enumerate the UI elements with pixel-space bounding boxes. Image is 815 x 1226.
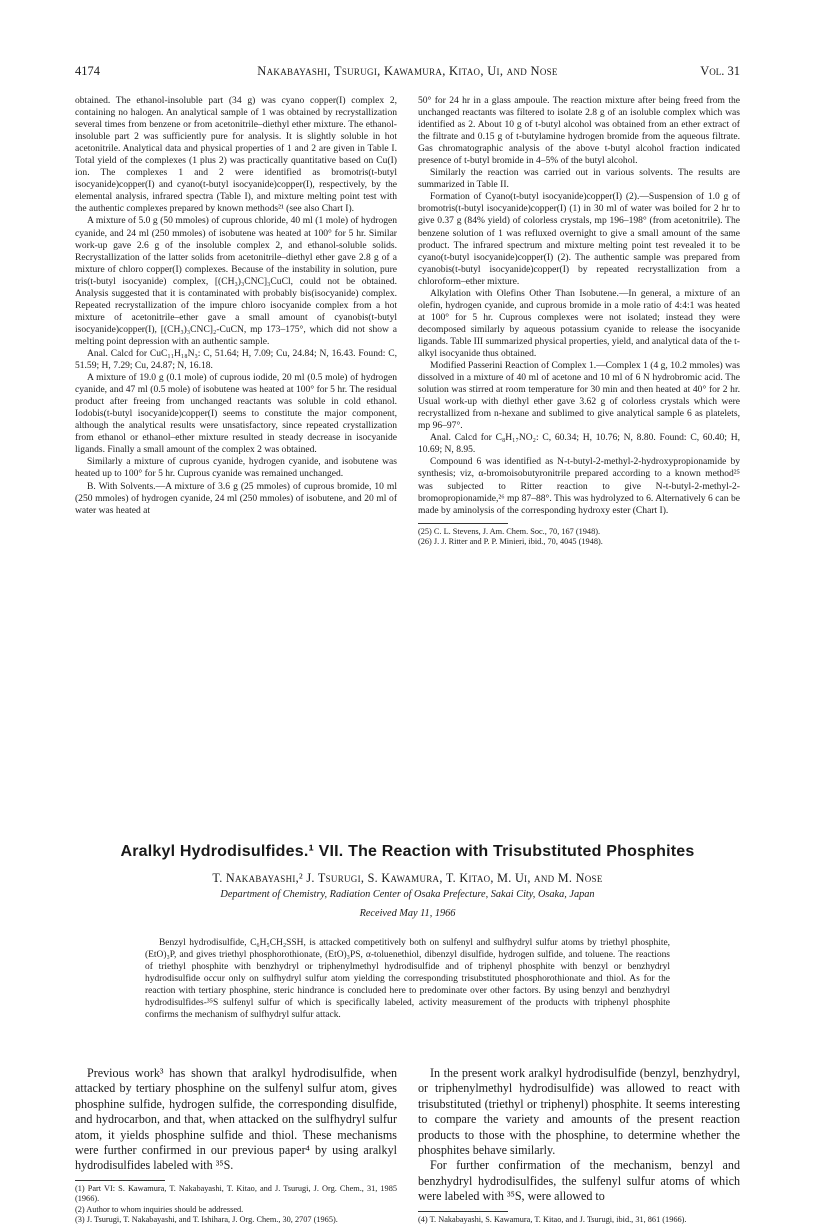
footnote: (3) J. Tsurugi, T. Nakabayashi, and T. Ishihara, J. Org. Chem., 30, 2707 (1965). — [75, 1215, 338, 1225]
paragraph: obtained. The ethanol-insoluble part (34 g) was cyano copper(I) complex 2, containing no halogen. An analytical sample of 1 was obtained by recrystallization several times from benzene or from acetonitrile–diethyl ether mixture. The ethanol-insoluble part 2 was sufficiently pure for analysis. It is slightly soluble in hot acetonitrile. Analytical data and physical properties of 1 and 2 are given in Table I. Total yield of the complexes (1 plus 2) was practically quantitative based on Cu(I) ion. The complexes 1 and 2 were identified as bromotris(t-butyl isocyanide)copper(I) and cyano(t-butyl isocyanide)copper(I), respectively, by the elemental analysis, infrared spectra (Table I), and mixture melting point test with the authentic complexes prepared by known methods²¹ (see also Chart I). — [75, 95, 397, 215]
experimental-column-left — [75, 95, 397, 517]
paragraph: In the present work aralkyl hydrodisulfide (benzyl, benzhydryl, or triphenylmethyl hydrodisulfide) was allowed to react with trisubstituted (triethyl or triphenyl) phosphite. It seems interesting to compare the variety and amounts of the present reaction products to those with the phosphine, to determine whether the phosphites behave similarly. — [418, 1066, 740, 1158]
introduction-column-left — [75, 1066, 397, 1226]
paragraph: A mixture of 19.0 g (0.1 mole) of cuprous iodide, 20 ml (0.5 mole) of hydrogen cyanide, and 47 ml (0.5 mole) of isobutene was heated at 100° for 5 hr. The residual product after freeing from unchanged reactants was soluble in cold ethanol. Iodobis(t-butyl isocyanide)copper(I) seems to constitute the major component, although the analytical results were unsatisfactory, since repeated crystallization from ethanol or ethanol–ether mixture resulted in steady decrease in isocyanide ligands. Finally a small amount of the complex 2 was obtained. — [75, 372, 397, 456]
paragraph: Similarly the reaction was carried out in various solvents. The results are summarized in Table II. — [418, 167, 740, 191]
experimental-column-right — [418, 95, 740, 548]
footnote: (26) J. J. Ritter and P. P. Minieri, ibid., 70, 4045 (1948). — [418, 537, 603, 547]
paragraph: For further confirmation of the mechanism, benzyl and benzhydryl hydrodisulfides, the sulfenyl sulfur atoms of which were labeled with ³⁵S, were allowed to — [418, 1158, 740, 1204]
paragraph: Similarly a mixture of cuprous cyanide, hydrogen cyanide, and isobutene was heated up to 100° for 5 hr. Cuprous cyanide was remained unchanged. — [75, 456, 397, 480]
paragraph: B. With Solvents.—A mixture of 3.6 g (25 mmoles) of cuprous bromide, 10 ml (250 mmoles) of hydrogen cyanide, 24 ml (250 mmoles) of isobutene, and 20 ml of water was heated at — [75, 480, 397, 516]
volume-number: Vol. 31 — [700, 64, 740, 78]
article-title: Aralkyl Hydrodisulfides.¹ VII. The Reaction with Trisubstituted Phosphites — [120, 843, 695, 860]
footnote-divider — [75, 1180, 165, 1181]
paragraph: A mixture of 5.0 g (50 mmoles) of cuprous chloride, 40 ml (1 mole) of hydrogen cyanide, and 24 ml (250 mmoles) of isobutene was heated at 100° for 5 hr. Similar work-up gave 2.6 g of the insoluble complex 2, and ethanol-soluble solids. Recrystallization of the latter solids from acetonitrile–diethyl ether gave 2.8 g of a mixture of chloro copper(I) complexes. Because of the instability in solution, pure tris(t-butyl isocyanide) complex, [(CH₃)₃CNC]₃CuCl, could not be obtained. Analysis suggested that it is contaminated with probably bis(isocyanide) complex. Repeated recrystallization of the impure chloro isocyanide complex from a hot mixture of acetonitrile–ether gave a small amount of cyanobis(t-butyl isocyanide)copper(I), [(CH₃)₃CNC]₂-CuCN, mp 173–175°, which did not show a melting point depression with an authentic sample. — [75, 215, 397, 347]
paragraph: 50° for 24 hr in a glass ampoule. The reaction mixture after being freed from the unchanged reactants was filtered to isolate 2.8 g of an isoluble complex which was identified as 2. About 10 g of t-butyl alcohol was obtained from an ether extract of the filtrate and 0.15 g of t-butylamine hydrogen bromide from the aqueous filtrate. Gas chromatographic analysis of the above t-butyl alcohol fraction indicated presence of t-butyl bromide in 4–5% of the butyl alcohol. — [418, 95, 740, 167]
paragraph: Alkylation with Olefins Other Than Isobutene.—In general, a mixture of an olefin, hydrogen cyanide, and cuprous bromide in a mole ratio of 4:4:1 was heated at 100° for 5 hr. Cuprous complexes were not isolated; instead they were decomposed similarly by aqueous potassium cyanide to release the isocyanide ligands. Table III summarized physical properties, yield, and analytical data of the t-alkyl isocyanide thus obtained. — [418, 287, 740, 359]
author-affiliation: Department of Chemistry, Radiation Center of Osaka Prefecture, Sakai City, Osaka, Japan — [220, 889, 595, 900]
page-number: 4174 — [75, 64, 100, 78]
footnote: (4) T. Nakabayashi, S. Kawamura, T. Kitao, and J. Tsurugi, ibid., 31, 861 (1966). — [418, 1214, 687, 1224]
paragraph: Previous work³ has shown that aralkyl hydrodisulfide, when attacked by tertiary phosphine on the sulfenyl sulfur atom, gives phosphine sulfide, hydrogen sulfide, the corresponding disulfide, and hydrocarbon, and that, when attacked on the sulfhydryl sulfur atom, it yields phosphine sulfide and thiol. These mechanisms were further confirmed in our previous paper⁴ by using aralkyl hydrodisulfides labeled with ³⁵S. — [75, 1066, 397, 1173]
introduction-column-right — [418, 1066, 740, 1225]
footnote: (2) Author to whom inquiries should be addressed. — [75, 1204, 244, 1214]
running-authors: Nakabayashi, Tsurugi, Kawamura, Kitao, Ui, and Nose — [257, 64, 558, 78]
footnote: (1) Part VI: S. Kawamura, T. Nakabayashi, T. Kitao, and J. Tsurugi, J. Org. Chem., 31, 1985 (1966). — [75, 1183, 397, 1204]
footnote-divider — [418, 523, 508, 524]
paragraph: Formation of Cyano(t-butyl isocyanide)copper(I) (2).—Suspension of 1.0 g of bromotris(t-butyl isocyanide)copper(I) (1) in 30 ml of water was boiled for 2 hr to give 0.37 g (84% yield) of colorless crystals, mp 196–198° (from acetonitrile). The benzene solution of 1 was refluxed overnight to give a small amount of the same product. The infrared spectrum and mixture melting point test revealed it to be cyano(t-butyl isocyanide)copper(I) (2). The authentic sample was prepared from cyanobis(t-butyl isocyanide)copper(I) by repeated recrystallization from a chloroform–ether mixture. — [418, 191, 740, 287]
article-authors: T. Nakabayashi,² J. Tsurugi, S. Kawamura, T. Kitao, M. Ui, and M. Nose — [212, 871, 603, 885]
received-date: Received May 11, 1966 — [359, 908, 456, 919]
footnote-divider — [418, 1211, 508, 1212]
paragraph: Anal. Calcd for C₈H₁₇NO₂: C, 60.34; H, 10.76; N, 8.80. Found: C, 60.40; H, 10.69; N, 8.95. — [418, 432, 740, 456]
paragraph: Compound 6 was identified as N-t-butyl-2-methyl-2-hydroxypropionamide by synthesis; viz, α-bromoisobutyronitrile prepared according to a known method²⁵ was subjected to Ritter reaction to give N-t-butyl-2-methyl-2-bromopropionamide,²⁶ mp 87–88°. This was hydrolyzed to 6. Alternatively 6 can be made by aminolysis of the corresponding hydroxy ester (Chart I). — [418, 456, 740, 516]
abstract-text: Benzyl hydrodisulfide, C₆H₅CH₂SSH, is attacked competitively both on sulfenyl and sulfhydryl sulfur atoms by triethyl phosphite, (EtO)₃P, and gives triethyl phosphorothionate, (EtO)₃PS, α-toluenethiol, dibenzyl disulfide, hydrogen sulfide, and toluene. The reactions of triethyl phosphite with benzhydryl or triphenylmethyl hydrodisulfide and of triphenyl phosphite with benzyl or benzhydryl hydrodisulfide occur only on sulfhydryl sulfur atom yielding the corresponding trisubstituted phosphorothionate and thiol. As for the reaction with tertiary phosphine, steric hindrance is concluded here to predominate over other factors. By using benzyl and benzhydryl hydrodisulfides-³⁵S sulfenyl sulfur of which is specifically labeled, activity measurement of the products with triphenyl phosphite confirms the mechanism of sulfhydryl sulfur attack. — [145, 938, 670, 1021]
footnote: (25) C. L. Stevens, J. Am. Chem. Soc., 70, 167 (1948). — [418, 526, 601, 536]
abstract — [145, 937, 670, 1021]
paragraph: Anal. Calcd for CuC₁₁H₁₈N₃: C, 51.64; H, 7.09; Cu, 24.84; N, 16.43. Found: C, 51.59; H, 7.29; Cu, 24.87; N, 16.18. — [75, 347, 397, 372]
running-header — [75, 64, 740, 82]
paragraph: Modified Passerini Reaction of Complex 1.—Complex 1 (4 g, 10.2 mmoles) was dissolved in a mixture of 40 ml of acetone and 10 ml of 6 N hydrobromic acid. The solution was stirred at room temperature for 30 min and then heated at 40° for 2 hr. Usual work-up with diethyl ether gave 3.62 g of colorless crystals which were recrystallized from n-hexane and sublimed to give analytical sample 6 as platelets, mp 96–97°. — [418, 360, 740, 432]
